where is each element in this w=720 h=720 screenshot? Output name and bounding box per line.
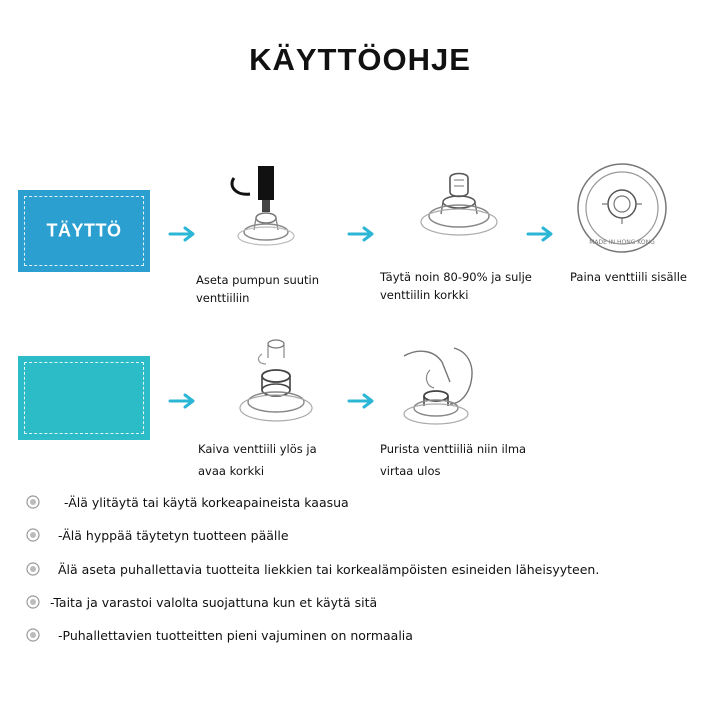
list-item xyxy=(26,525,289,545)
valve-marking: MADE IN HONG KONG xyxy=(589,239,655,246)
list-item xyxy=(26,492,349,512)
note-text: Älä aseta puhallettavia tuotteita liekkien tai korkealämpöisten esineiden läheisyyteen. xyxy=(58,561,600,577)
arrow-right-icon xyxy=(526,225,556,243)
arrow-right-icon xyxy=(347,392,377,410)
target-bullet-icon xyxy=(26,595,40,609)
arrow-right-icon xyxy=(168,225,198,243)
list-item xyxy=(26,625,413,645)
target-bullet-icon xyxy=(26,562,40,576)
hand-squeeze-icon xyxy=(394,342,484,426)
note-text: -Älä hyppää täytetyn tuotteen päälle xyxy=(58,527,289,543)
valve-cap-icon xyxy=(414,168,504,248)
note-text: -Puhallettavien tuotteitten pieni vajuminen on normaalia xyxy=(58,627,413,643)
note-text: -Taita ja varastoi valolta suojattuna kun et käytä sitä xyxy=(50,594,378,610)
pump-nozzle-icon xyxy=(222,160,302,250)
list-item xyxy=(26,592,377,612)
arrow-right-icon xyxy=(347,225,377,243)
inflate-tile xyxy=(18,190,150,272)
deflate-tile-border xyxy=(24,362,144,434)
step-caption: Täytä noin 80-90% ja sulje venttiilin korkki xyxy=(380,270,532,302)
valve-open-icon xyxy=(236,334,316,428)
list-item xyxy=(26,559,599,579)
note-text: -Älä ylitäytä tai käytä korkeapaineista kaasua xyxy=(64,494,349,510)
target-bullet-icon xyxy=(26,528,40,542)
target-bullet-icon xyxy=(26,628,40,642)
step-caption: Kaiva venttiili ylös ja avaa korkki xyxy=(198,442,317,478)
deflate-tile xyxy=(18,356,150,440)
target-bullet-icon xyxy=(26,495,40,509)
step-caption: Paina venttiili sisälle xyxy=(570,270,687,284)
step-caption: Purista venttiiliä niin ilma virtaa ulos xyxy=(380,442,527,478)
valve-top-view-icon xyxy=(574,160,670,256)
page-title: KÄYTTÖOHJE xyxy=(249,42,471,77)
inflate-tile-label: TÄYTTÖ xyxy=(46,220,122,241)
step-caption: Aseta pumpun suutin venttiiliin xyxy=(196,273,320,305)
arrow-right-icon xyxy=(168,392,198,410)
